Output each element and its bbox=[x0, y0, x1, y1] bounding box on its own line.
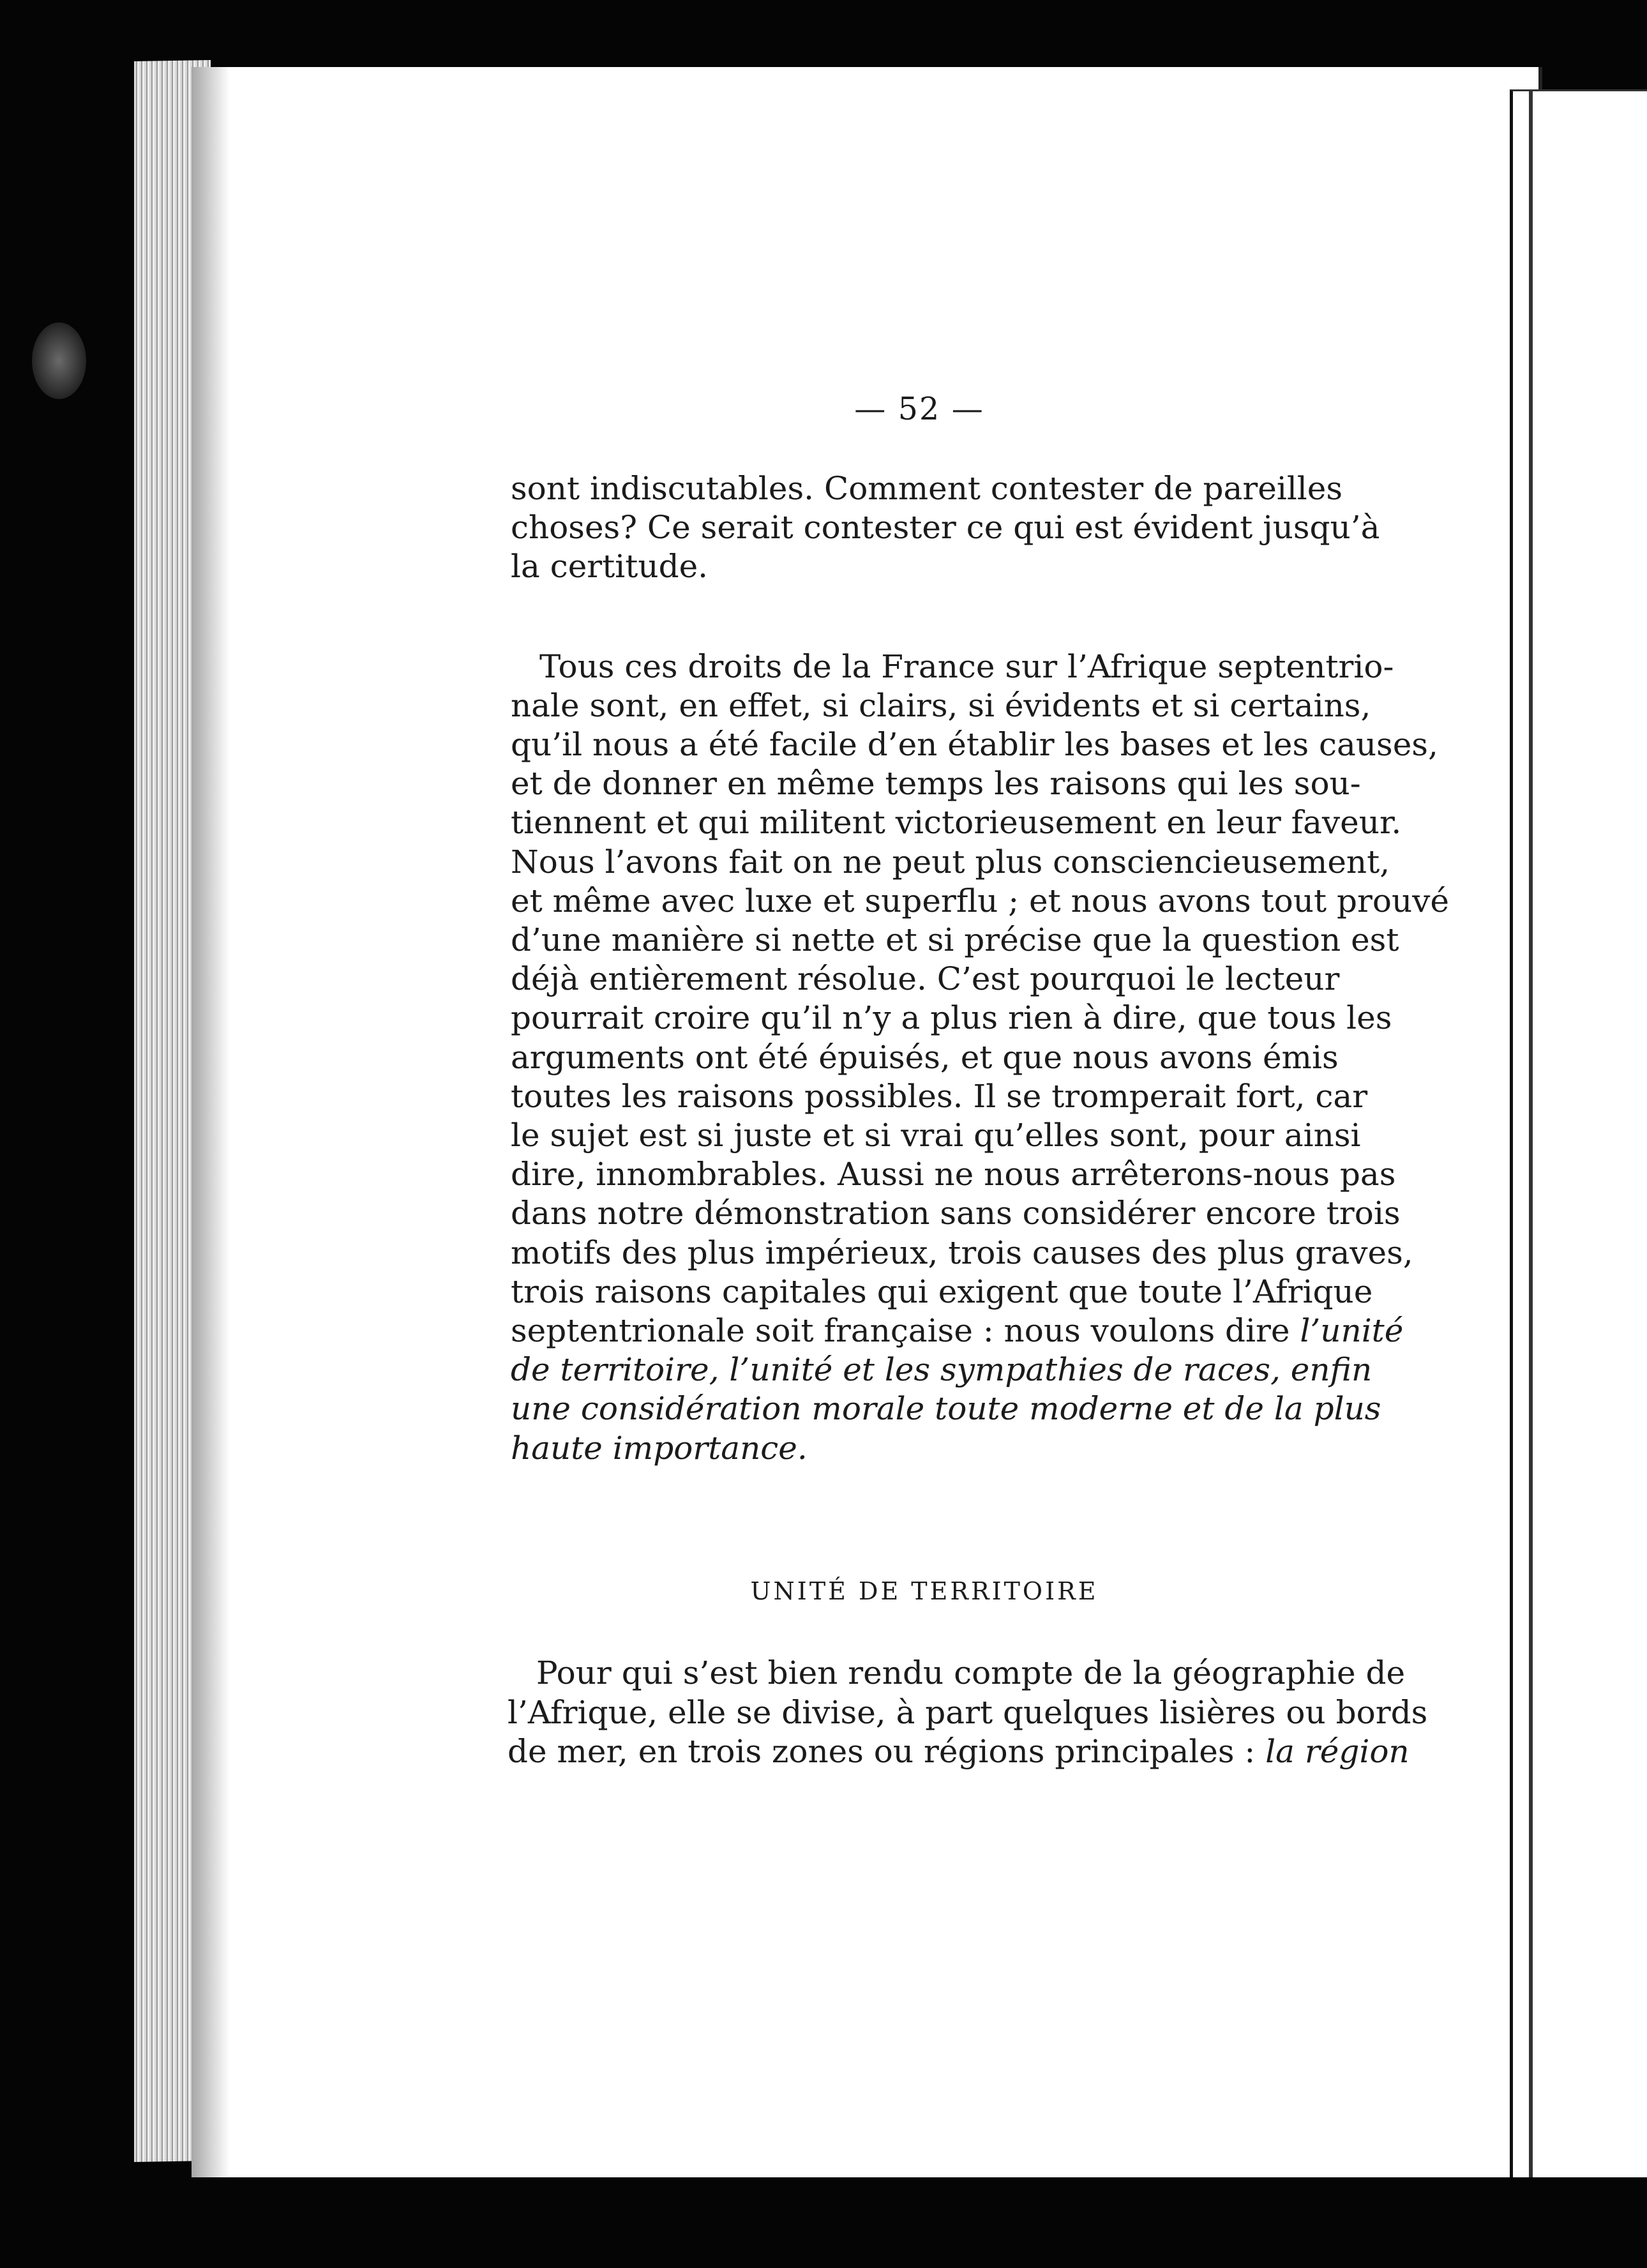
text-line: Pour qui s’est bien rendu compte de la géographie de bbox=[536, 1654, 1406, 1691]
text-line: et de donner en même temps les raisons qui les sou- bbox=[511, 765, 1361, 803]
text-line: déjà entièrement résolue. C’est pourquoi le lecteur bbox=[511, 960, 1340, 998]
italic-segment: l’unité bbox=[1300, 1312, 1404, 1350]
text-line: et même avec luxe et superflu ; et nous avons tout prouvé bbox=[511, 882, 1449, 919]
text-line: Tous ces droits de la France sur l’Afrique septentrio- bbox=[539, 647, 1394, 685]
text-line: tiennent et qui militent victorieusement en leur faveur. bbox=[511, 804, 1402, 842]
italic-text-line: de territoire, l’unité et les sympathies de races, enfin bbox=[511, 1351, 1372, 1389]
text-line: dire, innombrables. Aussi ne nous arrêterons-nous pas bbox=[511, 1156, 1396, 1193]
text-line: pourrait croire qu’il n’y a plus rien à dire, que tous les bbox=[511, 999, 1392, 1037]
text-segment: de mer, en trois zones ou régions principales : bbox=[508, 1733, 1266, 1770]
main-text-block bbox=[511, 469, 1449, 1468]
text-line: arguments ont été épuisés, et que nous avons émis bbox=[511, 1038, 1339, 1076]
text-line: d’une manière si nette et si précise que la question est bbox=[511, 921, 1399, 959]
text-line: qu’il nous a été facile d’en établir les bases et les causes, bbox=[511, 726, 1438, 764]
text-line: motifs des plus impérieux, trois causes des plus graves, bbox=[511, 1234, 1413, 1271]
italic-segment: la région bbox=[1265, 1733, 1410, 1770]
text-line-mixed bbox=[511, 1312, 1404, 1350]
text-line-mixed bbox=[508, 1732, 1410, 1772]
text-line: le sujet est si juste et si vrai qu’elles sont, pour ainsi bbox=[511, 1117, 1361, 1154]
text-line: dans notre démonstration sans considérer encore trois bbox=[511, 1195, 1401, 1232]
italic-text-line: une considération morale toute moderne et de la plus bbox=[511, 1390, 1381, 1428]
section-heading: UNITÉ DE TERRITOIRE bbox=[750, 1577, 1099, 1605]
text-line: sont indiscutables. Comment contester de pareilles bbox=[511, 470, 1343, 507]
scan-bottom-border bbox=[0, 2177, 1647, 2268]
text-segment: septentrionale soit française : nous voulons dire bbox=[511, 1312, 1300, 1350]
paragraph-gap bbox=[511, 587, 1338, 647]
facing-page-gutter bbox=[1529, 89, 1533, 2196]
text-line: l’Afrique, elle se divise, à part quelques lisières ou bords bbox=[508, 1693, 1428, 1731]
italic-text-line: haute importance. bbox=[511, 1429, 808, 1467]
text-line: toutes les raisons possibles. Il se tromperait fort, car bbox=[511, 1077, 1368, 1115]
section-text-block bbox=[508, 1654, 1428, 1772]
page-gutter-shadow bbox=[192, 67, 230, 2177]
text-line: trois raisons capitales qui exigent que toute l’Afrique bbox=[511, 1273, 1373, 1310]
text-line: choses? Ce serait contester ce qui est évident jusqu’à bbox=[511, 509, 1380, 547]
text-line: la certitude. bbox=[511, 548, 709, 586]
text-line: Nous l’avons fait on ne peut plus consciencieusement, bbox=[511, 843, 1390, 881]
scan-smudge bbox=[32, 322, 86, 399]
page-number: — 52 — bbox=[854, 391, 984, 427]
text-line: nale sont, en effet, si clairs, si évidents et si certains, bbox=[511, 686, 1371, 724]
